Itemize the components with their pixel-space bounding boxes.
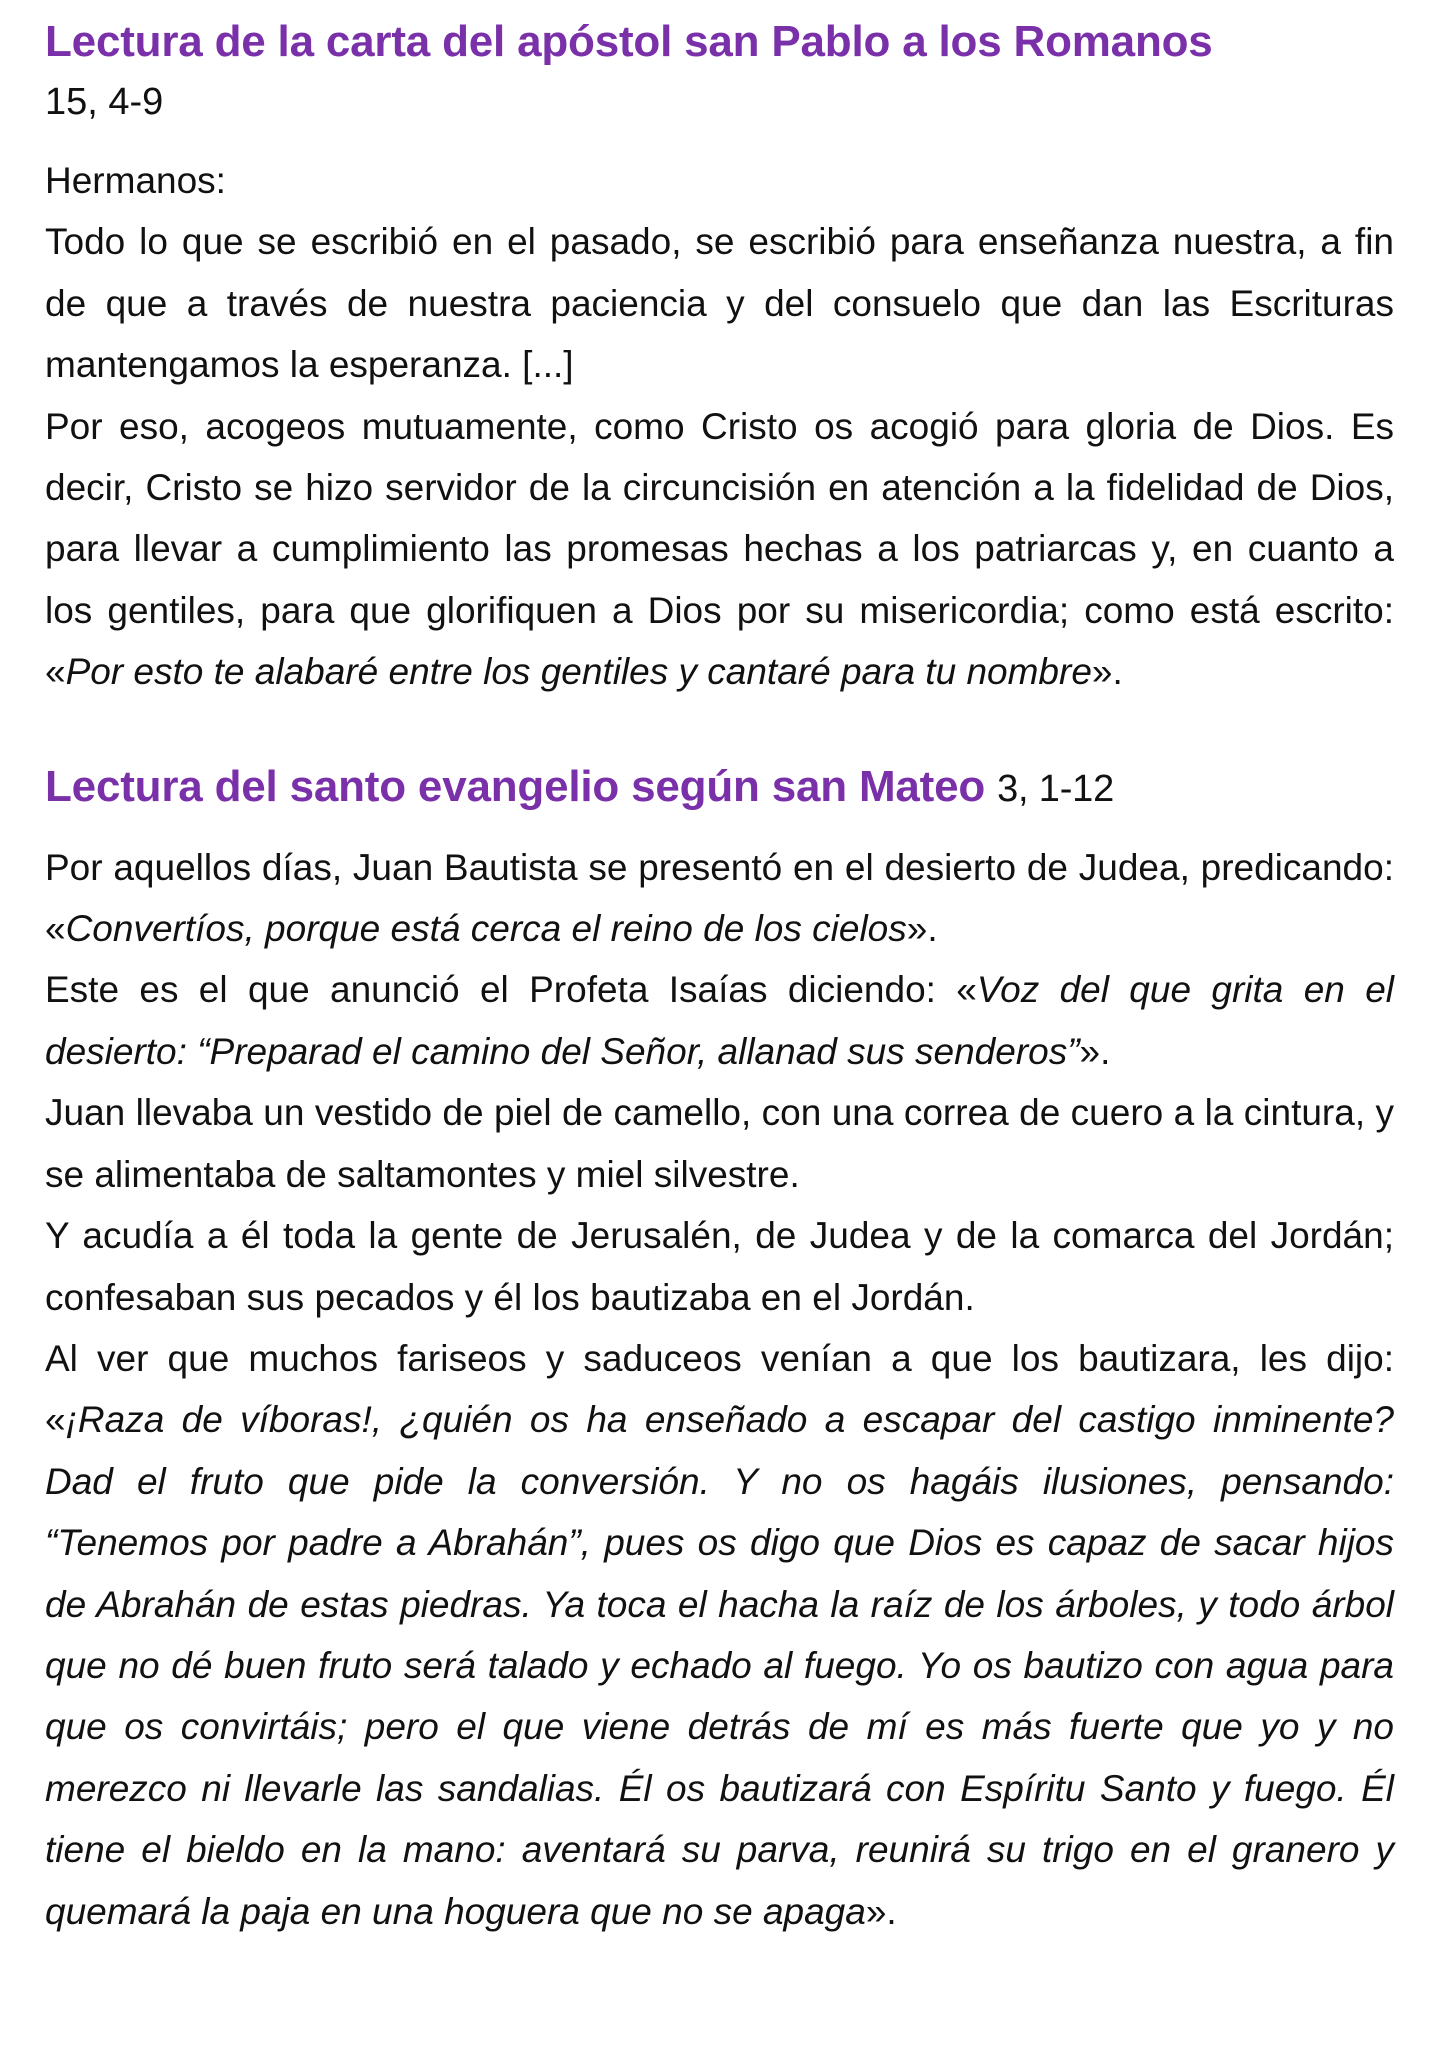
reading-matthew (45, 757, 1394, 1942)
reading-romans-paragraph: Por eso, acogeos mutuamente, como Cristo os acogió para gloria de Dios. Es decir, Cristo se hizo servidor de la circuncisión en atención a la fidelidad de Dios, para llevar a cumplimiento las promesas hechas a los patriarcas y, en cuanto a los gentiles, para que glorifiquen a Dios por su misericordia; como está escrito: «Por esto te alabaré entre los gentiles y cantaré para tu nombre». (45, 405, 1394, 693)
scripture-quote: Por esto te alabaré entre los gentiles y cantaré para tu nombre (65, 651, 1092, 693)
reading-matthew-paragraph: Al ver que muchos fariseos y saduceos venían a que los bautizara, les dijo: «¡Raza de víboras!, ¿quién os ha enseñado a escapar del castigo inminente? Dad el fruto que pide la conversión. Y no os hagáis ilusiones, pensando: “Tenemos por padre a Abrahán”, pues os digo que Dios es capaz de sacar hijos de Abrahán de estas piedras. Ya toca el hacha la raíz de los árboles, y todo árbol que no dé buen fruto será talado y echado al fuego. Yo os bautizo con agua para que os convirtáis; pero el que viene detrás de mí es más fuerte que yo y no merezco ni llevarle las sandalias. Él os bautizará con Espíritu Santo y fuego. Él tiene el bieldo en la mano: aventará su parva, reunirá su trigo en el granero y quemará la paja en una hoguera que no se apaga». (45, 1337, 1394, 1932)
reading-matthew-paragraph: Este es el que anunció el Profeta Isaías diciendo: «Voz del que grita en el desierto: “Preparad el camino del Señor, allanad sus senderos”». (45, 969, 1395, 1072)
reading-romans-title: Lectura de la carta del apóstol san Pablo a los Romanos (45, 17, 1213, 66)
reading-matthew-paragraph: Por aquellos días, Juan Bautista se presentó en el desierto de Judea, predicando: «Convertíos, porque está cerca el reino de los cielos». (45, 846, 1394, 950)
reading-matthew-paragraph: Juan llevaba un vestido de piel de camello, con una correa de cuero a la cintura, y se alimentaba de saltamontes y miel silvestre. (45, 1092, 1394, 1195)
scripture-quote: ¡Raza de víboras!, ¿quién os ha enseñado a escapar del castigo inminente? Dad el fruto que pide la conversión. Y no os hagáis ilusiones, pensando: “Tenemos por padre a Abrahán”, pues os digo que Dios es capaz de sacar hijos de Abrahán de estas piedras. Ya toca el hacha la raíz de los árboles, y todo árbol que no dé buen fruto será talado y echado al fuego. Yo os bautizo con agua para que os convirtáis; pero el que viene detrás de mí es más fuerte que yo y no merezco ni llevarle las sandalias. Él os bautizará con Espíritu Santo y fuego. Él tiene el bieldo en la mano: aventará su parva, reunirá su trigo en el granero y quemará la paja en una hoguera que no se apaga (45, 1399, 1394, 1932)
scripture-quote: Convertíos, porque está cerca el reino de los cielos (65, 908, 907, 950)
reading-matthew-reference: 3, 1-12 (997, 767, 1115, 810)
scripture-quote: Voz del que grita en el desierto: “Preparad el camino del Señor, allanad sus senderos” (45, 969, 1395, 1072)
reading-romans-salutation: Hermanos: (45, 160, 226, 201)
reading-romans-paragraph: Todo lo que se escribió en el pasado, se escribió para enseñanza nuestra, a fin de que a través de nuestra paciencia y del consuelo que dan las Escrituras mantengamos la esperanza. [...] (45, 221, 1394, 386)
reading-romans-reference: 15, 4-9 (45, 81, 164, 123)
reading-matthew-title: Lectura del santo evangelio según san Mateo 3, 1-12 (45, 761, 1115, 811)
reading-matthew-paragraph: Y acudía a él toda la gente de Jerusalén, de Judea y de la comarca del Jordán; confesaban sus pecados y él los bautizaba en el Jordán. (45, 1215, 1394, 1318)
reading-romans (45, 12, 1394, 703)
